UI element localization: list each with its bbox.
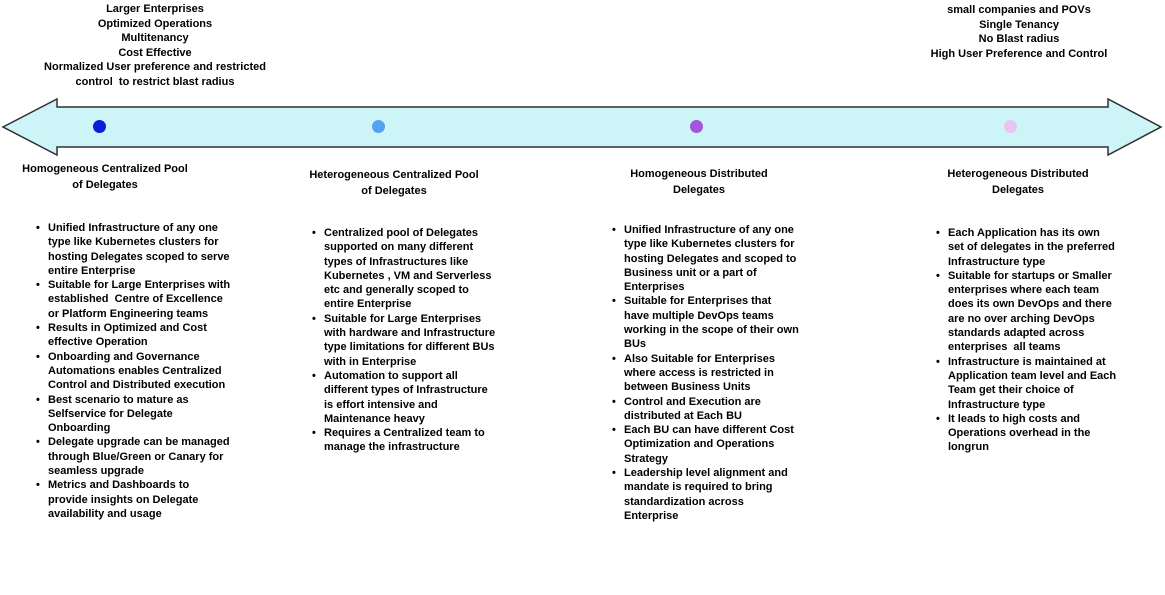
bullet-item: • Automation to support all different types of Infrastructure is effort intensive and Maintenance heavy	[311, 369, 499, 426]
column-bullets-homogeneous-centralized	[35, 221, 234, 521]
bullet-item: • Unified Infrastructure of any one type like Kubernetes clusters for hosting Delegates and scoped to Business unit or a part of Enterprises	[611, 223, 799, 294]
column-title-homogeneous-centralized: Homogeneous Centralized Pool of Delegates	[22, 163, 188, 191]
note-line: Optimized Operations	[97, 17, 213, 30]
bullet-item: • Suitable for Large Enterprises with established Centre of Excellence or Platform Engineering teams	[35, 278, 231, 321]
note-line: Larger Enterprises	[106, 3, 204, 15]
column-bullets-homogeneous-distributed	[611, 223, 802, 523]
note-line: small companies and POVs	[947, 4, 1091, 16]
bullet-item: • Each Application has its own set of delegates in the preferred Infrastructure type	[935, 226, 1117, 269]
column-bullets-heterogeneous-distributed	[935, 226, 1120, 455]
bullet-item: • Unified Infrastructure of any one type like Kubernetes clusters for hosting Delegates scoped to serve entire Enterprise	[35, 221, 231, 278]
note-line: Normalized User preference and restricted	[44, 61, 266, 73]
spectrum-arrow	[0, 96, 1165, 158]
left-endpoint-note	[5, 2, 305, 89]
bullet-item: • Best scenario to mature as Selfservice for Delegate Onboarding	[35, 393, 231, 436]
bullet-item: • Each BU can have different Cost Optimization and Operations Strategy	[611, 423, 799, 466]
bullet-item: • Centralized pool of Delegates supported on many different types of Infrastructures like Kubernetes , VM and Serverless etc and generally scoped to entire Enterprise	[311, 226, 499, 312]
right-endpoint-note	[869, 3, 1165, 61]
note-line: control to restrict blast radius	[75, 75, 235, 88]
bullet-item: • Leadership level alignment and mandate is required to bring standardization across Enterprise	[611, 466, 799, 523]
column-title-heterogeneous-centralized: Heterogeneous Centralized Pool of Delegates	[309, 169, 479, 197]
column-title-homogeneous-distributed: Homogeneous Distributed Delegates	[630, 168, 768, 196]
column-bullets-heterogeneous-centralized	[311, 226, 499, 455]
bullet-item: • Suitable for Large Enterprises with hardware and Infrastructure type limitations for different BUs with in Enterprise	[311, 312, 499, 369]
bullet-item: • Delegate upgrade can be managed through Blue/Green or Canary for seamless upgrade	[35, 435, 231, 478]
note-line: Multitenancy	[121, 32, 189, 44]
marker-dot-heterogeneous-centralized	[372, 120, 385, 133]
marker-dot-homogeneous-distributed	[690, 120, 703, 133]
bullet-item: • It leads to high costs and Operations overhead in the longrun	[935, 412, 1117, 455]
double-arrow-shape	[3, 99, 1161, 155]
bullet-item: • Onboarding and Governance Automations enables Centralized Control and Distributed execution	[35, 350, 231, 393]
bullet-item: • Infrastructure is maintained at Application team level and Each Team get their choice of Infrastructure type	[935, 355, 1117, 412]
bullet-item: • Requires a Centralized team to manage the infrastructure	[311, 426, 499, 455]
note-line: High User Preference and Control	[930, 47, 1108, 60]
marker-dot-homogeneous-centralized	[93, 120, 106, 133]
note-line: Single Tenancy	[979, 18, 1059, 31]
note-line: Cost Effective	[118, 46, 192, 59]
bullet-item: • Also Suitable for Enterprises where access is restricted in between Business Units	[611, 352, 799, 395]
bullet-item: • Suitable for Enterprises that have multiple DevOps teams working in the scope of their own BUs	[611, 294, 799, 351]
double-arrow-icon	[0, 96, 1165, 158]
note-line: No Blast radius	[978, 33, 1060, 45]
bullet-item: • Metrics and Dashboards to provide insights on Delegate availability and usage	[35, 478, 231, 521]
bullet-item: • Suitable for startups or Smaller enterprises where each team does its own DevOps and there are no over arching DevOps standards adapted across enterprises all teams	[935, 269, 1117, 355]
bullet-item: • Results in Optimized and Cost effective Operation	[35, 321, 231, 350]
marker-dot-heterogeneous-distributed	[1004, 120, 1017, 133]
bullet-item: • Control and Execution are distributed at Each BU	[611, 395, 799, 424]
column-title-heterogeneous-distributed: Heterogeneous Distributed Delegates	[947, 168, 1089, 196]
